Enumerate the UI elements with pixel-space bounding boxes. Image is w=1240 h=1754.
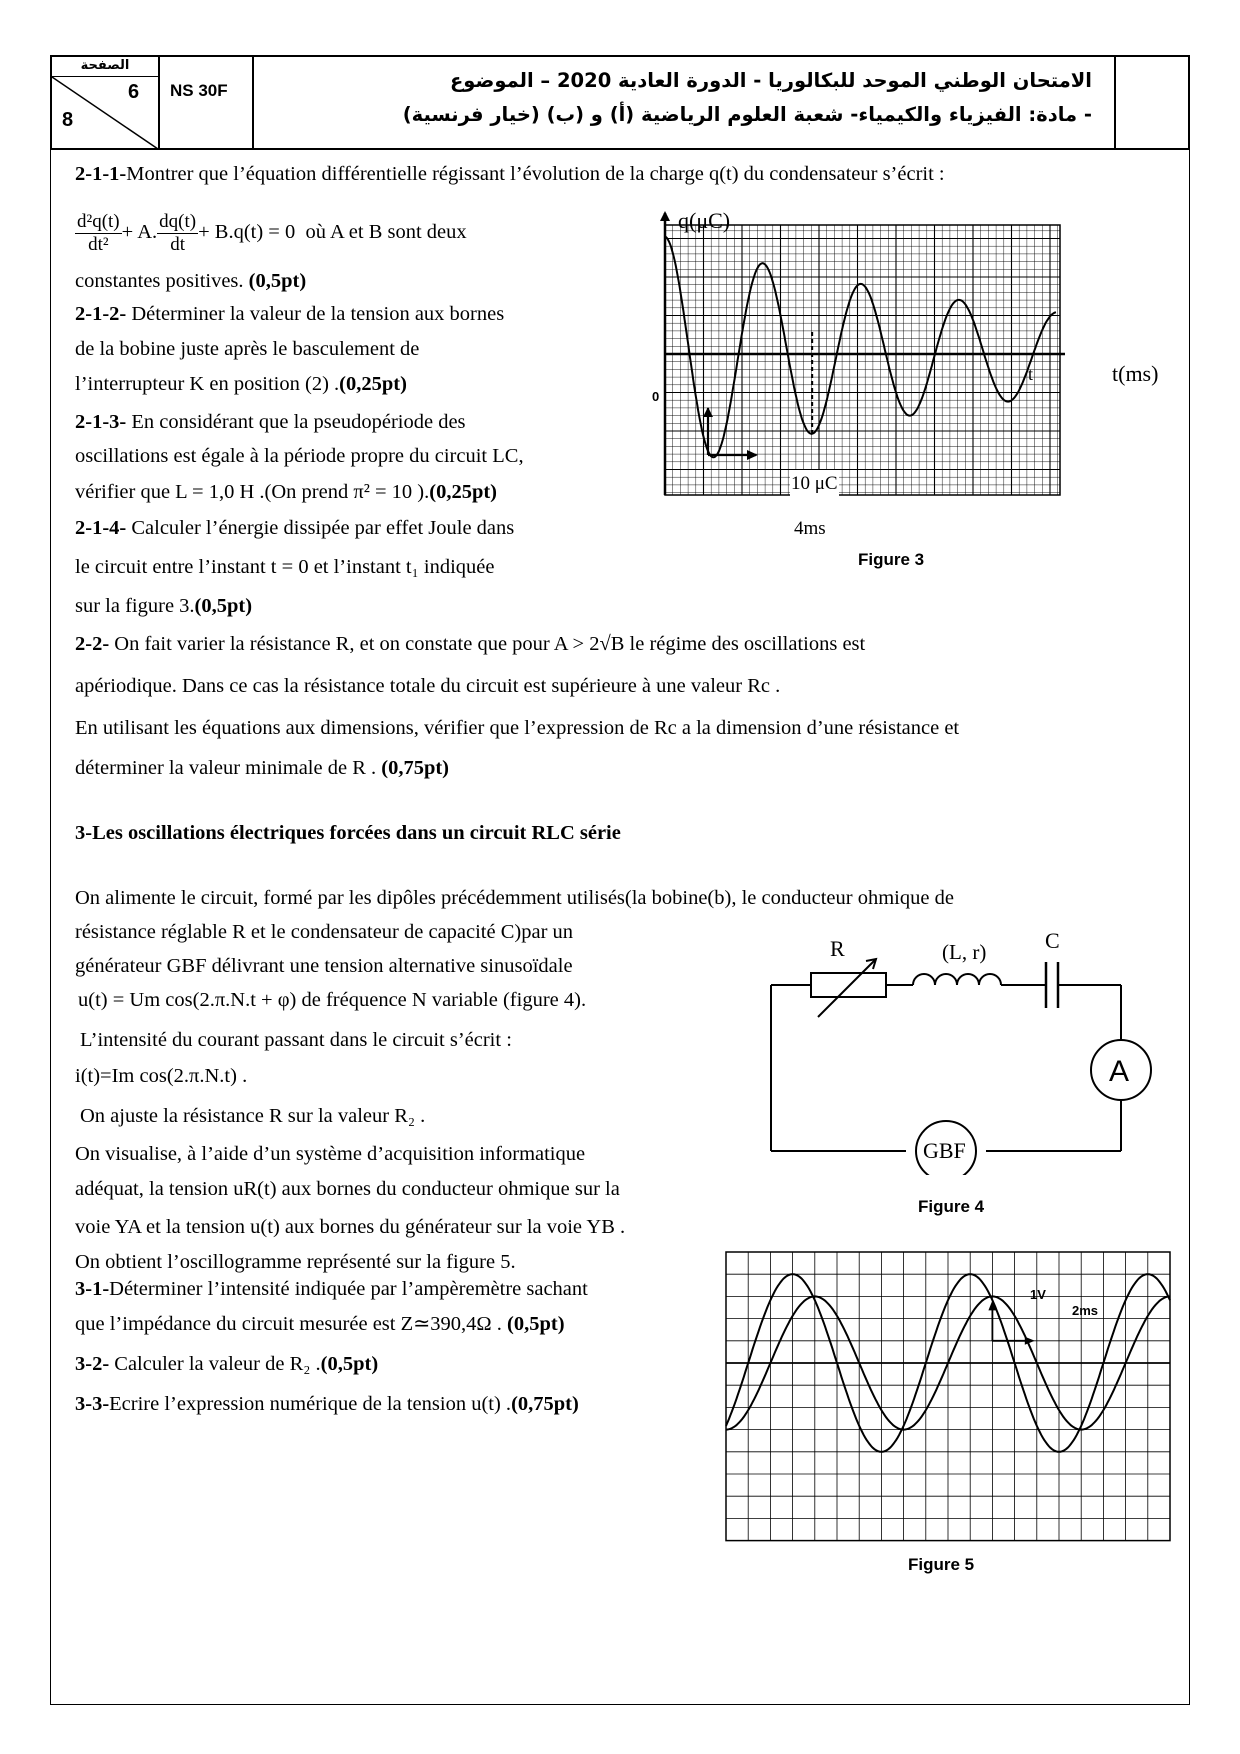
figure-5-scale-v: 1V [1030,1287,1046,1302]
header-title-line1: الامتحان الوطني الموحد للبكالوريا - الدورة العادية 2020 – الموضوع [449,69,1092,92]
code-cell [160,57,254,148]
y-axis-arrowhead [660,211,670,221]
question-2-1-2-line3: l’interrupteur K en position (2) .(0,25pt) [75,373,407,395]
section-3-title: 3-Les oscillations électriques forcées dans un circuit RLC série [75,822,621,844]
header-title-line2: - مادة: الفيزياء والكيمياء- شعبة العلوم الرياضية (أ) و (ب) (خيار فرنسية) [402,103,1092,126]
figure-3-t1-label: t [1028,364,1034,384]
section-3-p9: adéquat, la tension uR(t) aux bornes du conducteur ohmique sur la [75,1178,620,1200]
section-3-p1: On alimente le circuit, formé par les dipôles précédemment utilisés(la bobine(b), le conducteur ohmique de [75,887,954,909]
page-current: 6 [128,81,140,103]
section-3-p7: On ajuste la résistance R sur la valeur R₂ . [80,1105,426,1127]
eq-fraction-1: $\frac{\text{d²q(t)}}{\text{dt²}}$ [77,210,120,255]
question-text: Montrer que l’équation différentielle régissant l’évolution de la charge q(t) du condensateur s’écrit : [126,163,945,185]
question-3-1: 3-1-Déterminer l’intensité indiquée par l’ampèremètre sachant [75,1278,588,1300]
scale-y-arrowhead [703,407,713,417]
figure-4-coil-label: (L, r) [942,940,987,964]
q-curve [665,237,1056,458]
figure-4-r-label: R [830,936,845,961]
question-2-1-2-line2: de la bobine juste après le basculement de [75,338,420,360]
figure-4-caption: Figure 4 [918,1197,985,1216]
figure-4-gbf-label: GBF [923,1138,966,1163]
figure-3-scale-y: 10 μC [790,470,839,498]
question-2-1-1 [75,160,945,188]
section-3-p5: L’intensité du courant passant dans le circuit s’écrit : [80,1029,512,1051]
question-3-3: 3-3-Ecrire l’expression numérique de la tension u(t) .(0,75pt) [75,1393,579,1415]
exam-code: NS 30F [170,81,228,100]
figure-3-y-label: q(μC) [678,208,731,233]
figure-3-caption: Figure 3 [858,550,925,569]
question-2-1-3: 2-1-3- En considérant que la pseudopériode des [75,411,466,433]
question-3-2: 3-2- Calculer la valeur de R₂ .(0,5pt) [75,1353,379,1375]
question-2-1-1-line2: constantes positives. (0,5pt) [75,270,307,292]
page-number-cell [52,57,160,148]
figure-5-scale-t: 2ms [1072,1303,1099,1318]
question-2-1-4-line2: le circuit entre l’instant t = 0 et l’instant t₁ indiquée [75,556,495,578]
figure-3-scale-x: 4ms [793,515,827,543]
section-3-p3: générateur GBF délivrant une tension alternative sinusoïdale [75,955,573,977]
question-2-2-line4: déterminer la valeur minimale de R . (0,75pt) [75,757,450,779]
figure-3-x-label: t(ms) [1112,361,1159,386]
question-2-1-3-line3: vérifier que L = 1,0 H .(On prend π² = 10 ).(0,25pt) [75,481,498,503]
question-2-2-line2: apériodique. Dans ce cas la résistance totale du circuit est supérieure à une valeur Rc . [75,675,781,697]
title-cell [254,57,1116,148]
question-2-2: 2-2- On fait varier la résistance R, et on constate que pour A > 2√B le régime des oscillations est [75,633,866,655]
page-total: 8 [62,109,74,131]
eq-end: + B.q(t) = 0 [198,221,296,243]
question-2-1-2: 2-1-2- Déterminer la valeur de la tension aux bornes [75,303,505,325]
eq-tail: où A et B sont deux [305,221,467,243]
question-2-2-line3: En utilisant les équations aux dimensions, vérifier que l’expression de Rc a la dimension d’une résistance et [75,717,960,739]
eq-fraction-2: $\frac{dq(t)}{dt}$ [159,210,197,255]
section-3-p2: résistance réglable R et le condensateur de capacité C)par un [75,921,574,943]
figure-4-ammeter-label: A [1109,1055,1130,1088]
exam-header [50,55,1190,150]
coil [913,974,1001,985]
resistor-r [811,973,886,997]
page-label: الصفحة [52,57,158,77]
question-3-1-line2: que l’impédance du circuit mesurée est Z≃390,4Ω . (0,5pt) [75,1313,565,1335]
section-3-p10: voie YA et la tension u(t) aux bornes du générateur sur la voie YB . [75,1216,626,1238]
question-2-1-3-line2: oscillations est égale à la période propre du circuit LC, [75,445,524,467]
figure-3-origin: 0 [652,389,660,404]
eq-mid: + A. [121,221,158,243]
section-3-p11: On obtient l’oscillogramme représenté sur la figure 5. [75,1251,516,1273]
question-2-1-4: 2-1-4- Calculer l’énergie dissipée par effet Joule dans [75,517,515,539]
section-3-p4: u(t) = Um cos(2.π.N.t + φ) de fréquence N variable (figure 4). [78,989,587,1011]
figure-5-caption: Figure 5 [908,1555,975,1574]
section-3-p8: On visualise, à l’aide d’un système d’acquisition informatique [75,1143,586,1165]
question-number: 2-1-1- [75,163,127,185]
differential-equation [75,204,467,260]
scale-x-arrowhead [747,450,758,460]
figure-4-c-label: C [1045,928,1060,953]
section-3-p6: i(t)=Im cos(2.π.N.t) . [75,1065,248,1087]
question-2-1-4-line3: sur la figure 3.(0,5pt) [75,595,253,617]
figure-5-oscillogram [724,1250,1174,1560]
